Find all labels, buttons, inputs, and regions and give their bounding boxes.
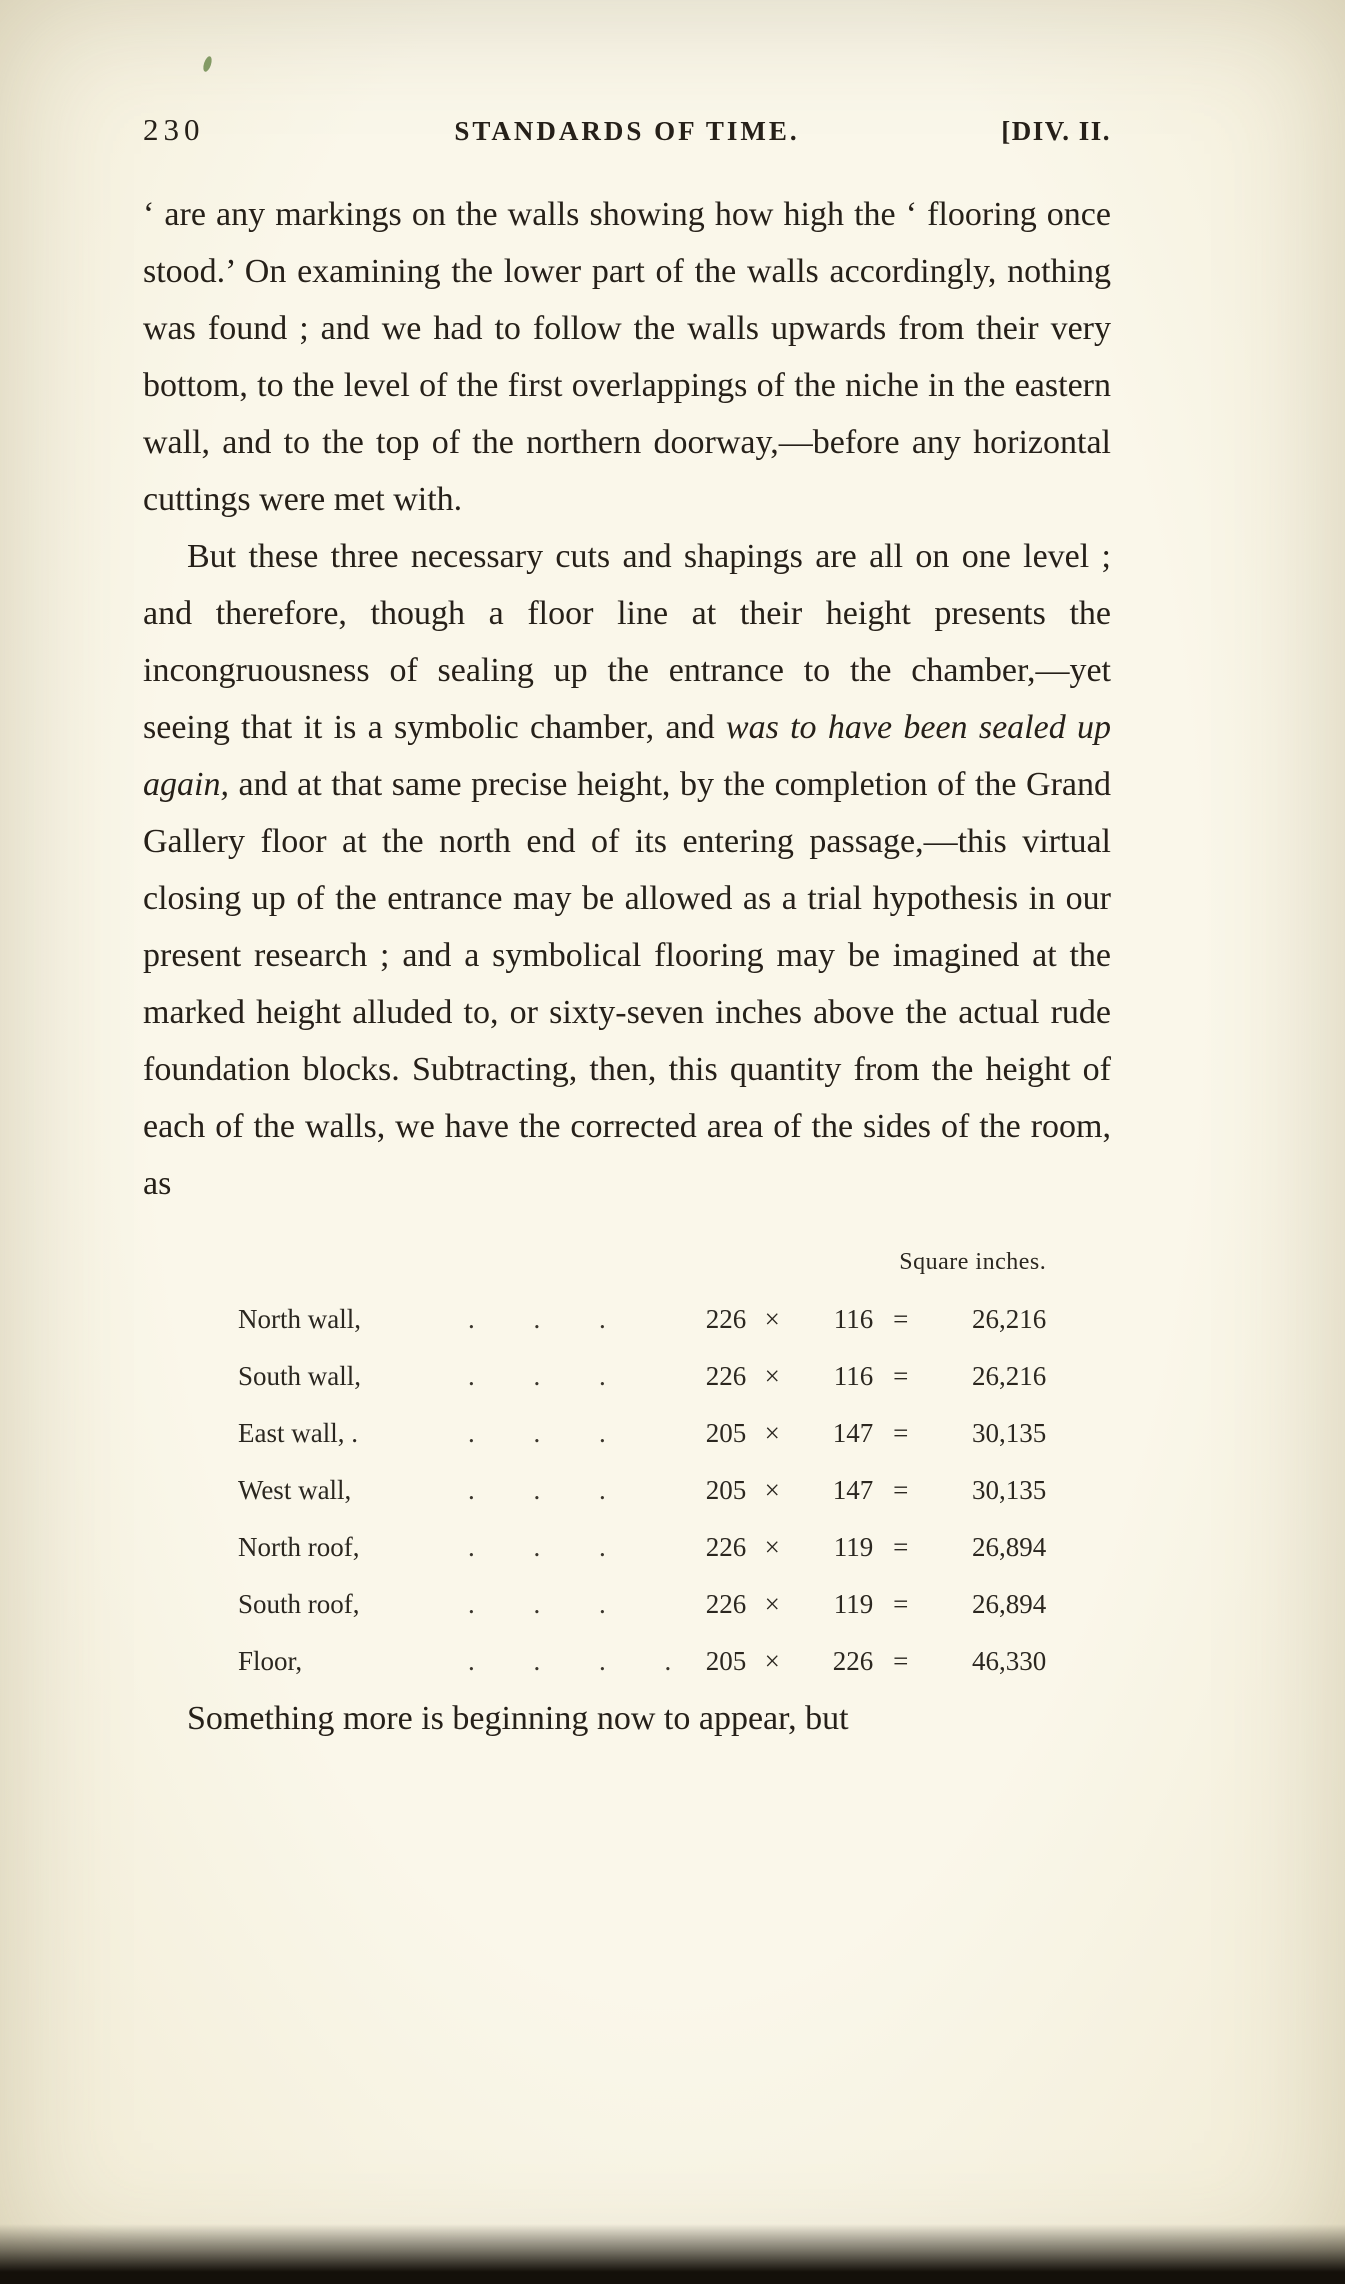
equals-sign: = xyxy=(893,1304,909,1334)
times-sign: × xyxy=(764,1475,780,1505)
row-label: Floor, xyxy=(238,1646,303,1676)
row-height: 116 xyxy=(833,1361,874,1391)
table-row xyxy=(238,1633,1046,1690)
times-sign: × xyxy=(764,1646,780,1676)
times-sign: × xyxy=(764,1589,780,1619)
row-label: East wall, . xyxy=(238,1418,358,1448)
row-width: 226 xyxy=(705,1304,747,1334)
dot-leaders: . . . xyxy=(468,1475,606,1505)
table-row xyxy=(238,1519,1046,1576)
times-sign: × xyxy=(764,1304,780,1334)
table-row xyxy=(238,1462,1046,1519)
equals-sign: = xyxy=(893,1589,909,1619)
table-row xyxy=(238,1348,1046,1405)
page-header xyxy=(143,112,1111,148)
row-label: North wall, xyxy=(238,1304,361,1334)
units-header: Square inches. xyxy=(899,1249,1047,1275)
row-width: 205 xyxy=(705,1475,747,1505)
row-area: 26,894 xyxy=(972,1532,1047,1562)
dot-leaders: . . . xyxy=(468,1532,606,1562)
row-area: 26,894 xyxy=(972,1589,1047,1619)
closing-line: Something more is beginning now to appear, but xyxy=(187,1700,849,1737)
row-height: 119 xyxy=(833,1589,874,1619)
row-area: 30,135 xyxy=(972,1475,1047,1505)
row-area: 26,216 xyxy=(972,1361,1047,1391)
row-area: 26,216 xyxy=(972,1304,1047,1334)
paragraph-2-italic: was to have been sealed up again, xyxy=(143,709,1112,803)
scan-bottom-edge xyxy=(0,2224,1345,2284)
times-sign: × xyxy=(764,1361,780,1391)
paragraph-2-text: But these three necessary cuts and shapings are all on one level ; and therefore, though a floor line at their height presents the incongruousness of sealing up the entrance to the chamber,—yet seeing that it is a symbolic chamber, and xyxy=(143,538,1111,746)
dot-leaders: . . . . xyxy=(468,1646,672,1676)
row-height: 226 xyxy=(832,1646,874,1676)
scan-speck xyxy=(202,55,214,72)
paragraph-2-text-cont: and at that same precise height, by the completion of the Grand Gallery floor at the north end of its entering passage,—this virtual closing up of the entrance may be allowed as a trial hypothesis in our present research ; and a symbolical flooring may be imagined at the marked height alluded to, or sixty-seven inches above the actual rude foundation blocks. Subtracting, then, this quantity from the height of each of the walls, we have the corrected area of the sides of the room, as xyxy=(143,766,1111,1202)
text-block xyxy=(143,186,1111,1747)
dot-leaders: . . . xyxy=(468,1304,606,1334)
equals-sign: = xyxy=(893,1532,909,1562)
paragraph-1: ‘ are any markings on the walls showing how high the ‘ flooring once stood.’ On examining the lower part of the walls accordingly, nothing was found ; and we had to follow the walls upwards from their very bottom, to the level of the first overlappings of the niche in the eastern wall, and to the top of the northern doorway,—before any horizontal cuttings were met with. xyxy=(143,196,1111,518)
dot-leaders: . . . xyxy=(468,1361,606,1391)
page-number: 230 xyxy=(143,112,205,147)
times-sign: × xyxy=(764,1418,780,1448)
row-label: North roof, xyxy=(238,1532,360,1562)
row-width: 205 xyxy=(705,1418,747,1448)
equals-sign: = xyxy=(893,1361,909,1391)
times-sign: × xyxy=(764,1532,780,1562)
row-label: South wall, xyxy=(238,1361,362,1391)
paragraph-2 xyxy=(143,528,1111,1212)
row-label: West wall, xyxy=(238,1475,352,1505)
table-units-row xyxy=(238,1234,1046,1291)
row-area: 46,330 xyxy=(972,1646,1047,1676)
table-row xyxy=(238,1405,1046,1462)
row-height: 116 xyxy=(833,1304,874,1334)
row-width: 226 xyxy=(705,1532,747,1562)
row-height: 119 xyxy=(833,1532,874,1562)
measurement-table xyxy=(238,1234,1046,1690)
row-width: 226 xyxy=(705,1589,747,1619)
row-width: 205 xyxy=(705,1646,747,1676)
equals-sign: = xyxy=(893,1646,909,1676)
row-height: 147 xyxy=(832,1475,874,1505)
equals-sign: = xyxy=(893,1475,909,1505)
dot-leaders: . . . xyxy=(468,1589,606,1619)
row-label: South roof, xyxy=(238,1589,360,1619)
division-label: [DIV. II. xyxy=(1001,116,1111,146)
row-width: 226 xyxy=(705,1361,747,1391)
row-area: 30,135 xyxy=(972,1418,1047,1448)
equals-sign: = xyxy=(893,1418,909,1448)
row-height: 147 xyxy=(832,1418,874,1448)
table-row xyxy=(238,1576,1046,1633)
table-row xyxy=(238,1291,1046,1348)
dot-leaders: . . . xyxy=(468,1418,606,1448)
running-title: STANDARDS OF TIME. xyxy=(454,116,800,146)
